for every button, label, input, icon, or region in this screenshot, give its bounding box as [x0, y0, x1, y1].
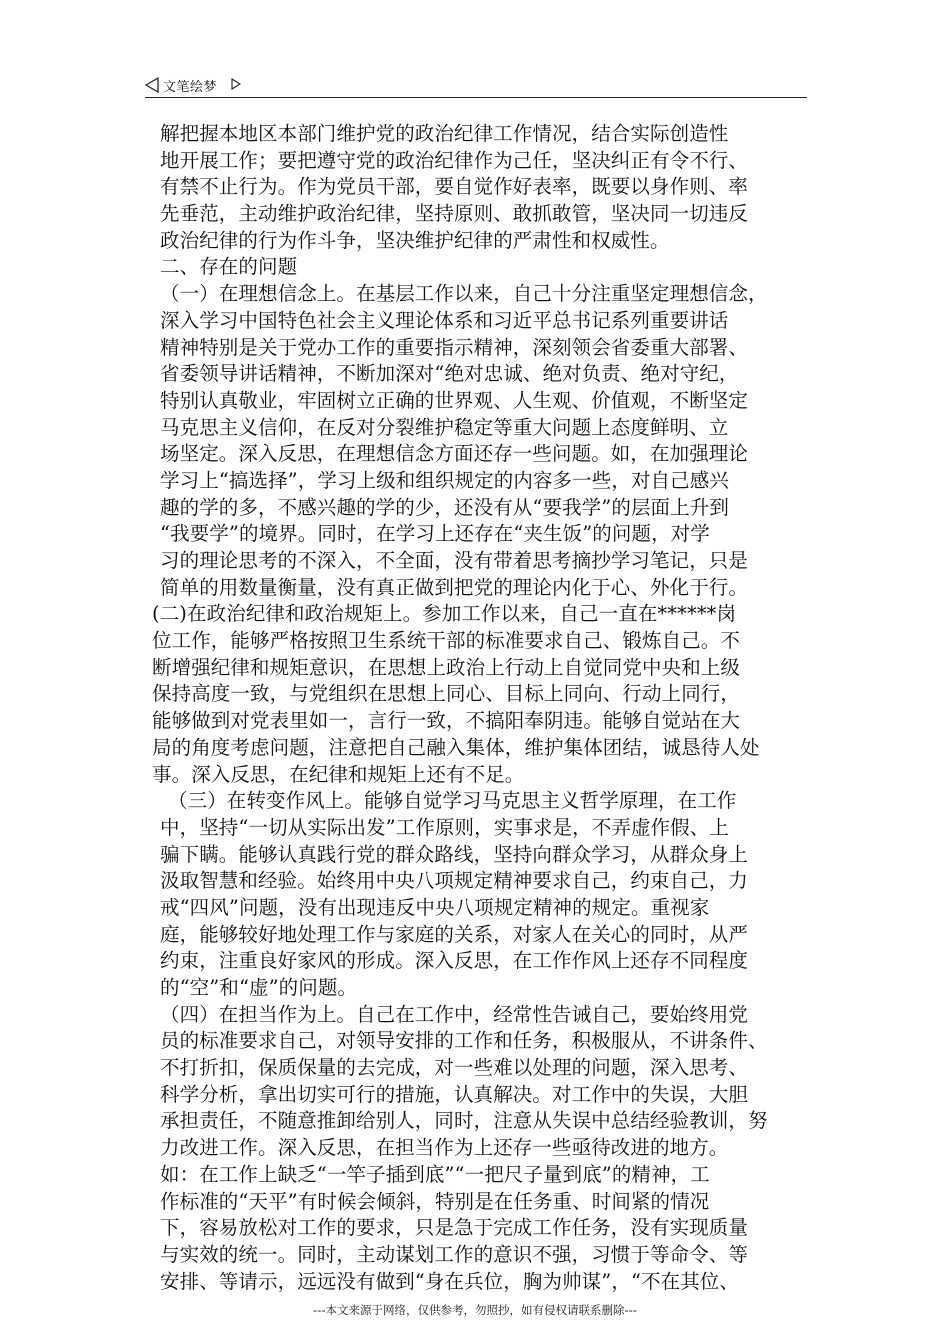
text-line: 地开展工作；要把遵守党的政治纪律作为己任，坚决纠正有令不行、	[160, 148, 749, 172]
text-line: 保持高度一致，与党组织在思想上同心、目标上同向、行动上同行，	[152, 682, 741, 706]
text-line: 下，容易放松对工作的要求，只是急于完成工作任务，没有实现质量	[160, 1216, 749, 1240]
triangle-left-icon	[145, 77, 159, 93]
text-line: 与实效的统一。同时，主动谋划工作的意识不强，习惯于等命令、等	[160, 1242, 749, 1266]
text-line: 约束，注重良好家风的形成。深入反思，在工作作风上还存不同程度	[160, 949, 749, 973]
footer-disclaimer: ---本文来源于网络，仅供参考，勿照抄，如有侵权请联系删除---	[313, 1303, 637, 1317]
text-line: 简单的用数量衡量，没有真正做到把党的理论内化于心、外化于行。	[160, 575, 749, 599]
text-line: 戒“四风”问题，没有出现违反中央八项规定精神的规定。重视家	[160, 895, 710, 919]
text-line: 位工作，能够严格按照卫生系统干部的标准要求自己、锻炼自己。不	[152, 629, 741, 653]
text-line: 承担责任，不随意推卸给别人，同时，注意从失误中总结经验教训，努	[160, 1109, 768, 1133]
text-line: （三）在转变作风上。能够自觉学习马克思主义哲学原理，在工作	[168, 789, 737, 813]
header-brand: 文笔绘梦	[163, 80, 218, 95]
page-header	[145, 75, 807, 98]
document-body	[152, 121, 822, 1295]
text-line: “我要学”的境界。同时，在学习上还存在“夹生饭”的问题，对学	[160, 522, 710, 546]
text-line: 二、存在的问题	[160, 255, 298, 279]
text-line: 科学分析，拿出切实可行的措施，认真解决。对工作中的失误，大胆	[160, 1082, 749, 1106]
text-line: 省委领导讲话精神，不断加深对“绝对忠诚、绝对负责、绝对守纪，	[160, 362, 739, 386]
text-line: 员的标准要求自己，对领导安排的工作和任务，积极服从，不讲条件、	[160, 1029, 768, 1053]
text-line: 精神特别是关于党办工作的重要指示精神，深刻领会省委重大部署、	[160, 335, 749, 359]
text-line: 政治纪律的行为作斗争，坚决维护纪律的严肃性和权威性。	[160, 228, 670, 252]
text-line: 学习上“搞选择”，学习上级和组织规定的内容多一些，对自己感兴	[160, 468, 729, 492]
text-line: 场坚定。深入反思，在理想信念方面还存一些问题。如，在加强理论	[160, 442, 749, 466]
text-line: 庭，能够较好地处理工作与家庭的关系，对家人在关心的同时，从严	[160, 922, 749, 946]
text-line: 不打折扣，保质保量的去完成，对一些难以处理的问题，深入思考、	[160, 1056, 749, 1080]
text-line: 解把握本地区本部门维护党的政治纪律工作情况，结合实际创造性	[160, 122, 729, 145]
text-line: （四）在担当作为上。自己在工作中，经常性告诫自己，要始终用党	[160, 1002, 749, 1026]
text-line: 趣的学的多，不感兴趣的学的少，还没有从“要我学”的层面上升到	[160, 495, 729, 519]
text-line: 有禁不止行为。作为党员干部，要自觉作好表率，既要以身作则、率	[160, 175, 749, 199]
triangle-right-icon	[231, 78, 241, 90]
text-line: 的“空”和“虚”的问题。	[160, 976, 358, 999]
text-line: 局的角度考虑问题，注意把自己融入集体，维护集体团结，诚恳待人处	[152, 735, 760, 759]
text-line: 马克思主义信仰，在反对分裂维护稳定等重大问题上态度鲜明、立	[160, 415, 729, 439]
text-line: 中，坚持“一切从实际出发”工作原则，实事求是，不弄虚作假、上	[160, 815, 729, 839]
text-line: 骗下瞒。能够认真践行党的群众路线，坚持向群众学习，从群众身上	[160, 842, 749, 866]
text-line: (二)在政治纪律和政治规矩上。参加工作以来，自己一直在******岗	[152, 602, 737, 626]
text-line: 安排、等请示，远远没有做到“身在兵位，胸为帅谋”，“不在其位、	[160, 1269, 740, 1293]
text-line: 先垂范，主动维护政治纪律，坚持原则、敢抓敢管，坚决同一切违反	[160, 202, 749, 226]
text-line: （一）在理想信念上。在基层工作以来，自己十分注重坚定理想信念，	[160, 282, 768, 306]
text-line: 力改进工作。深入反思，在担当作为上还存一些亟待改进的地方。	[160, 1136, 729, 1160]
text-line: 特别认真敬业，牢固树立正确的世界观、人生观、价值观，不断坚定	[160, 388, 749, 412]
text-line: 如：在工作上缺乏“一竿子插到底”“一把尺子量到底”的精神，工	[160, 1162, 710, 1186]
text-line: 能够做到对党表里如一，言行一致，不搞阳奉阴违。能够自觉站在大	[152, 709, 741, 733]
text-line: 习的理论思考的不深入，不全面，没有带着思考摘抄学习笔记，只是	[160, 549, 749, 572]
text-line: 作标准的“天平”有时候会倾斜，特别是在任务重、时间紧的情况	[160, 1189, 710, 1213]
text-line: 汲取智慧和经验。始终用中央八项规定精神要求自己，约束自己，力	[160, 869, 749, 893]
text-line: 断增强纪律和规矩意识，在思想上政治上行动上自觉同党中央和上级	[152, 655, 741, 679]
text-line: 事。深入反思，在纪律和规矩上还有不足。	[152, 762, 525, 786]
text-line: 深入学习中国特色社会主义理论体系和习近平总书记系列重要讲话	[160, 308, 729, 332]
